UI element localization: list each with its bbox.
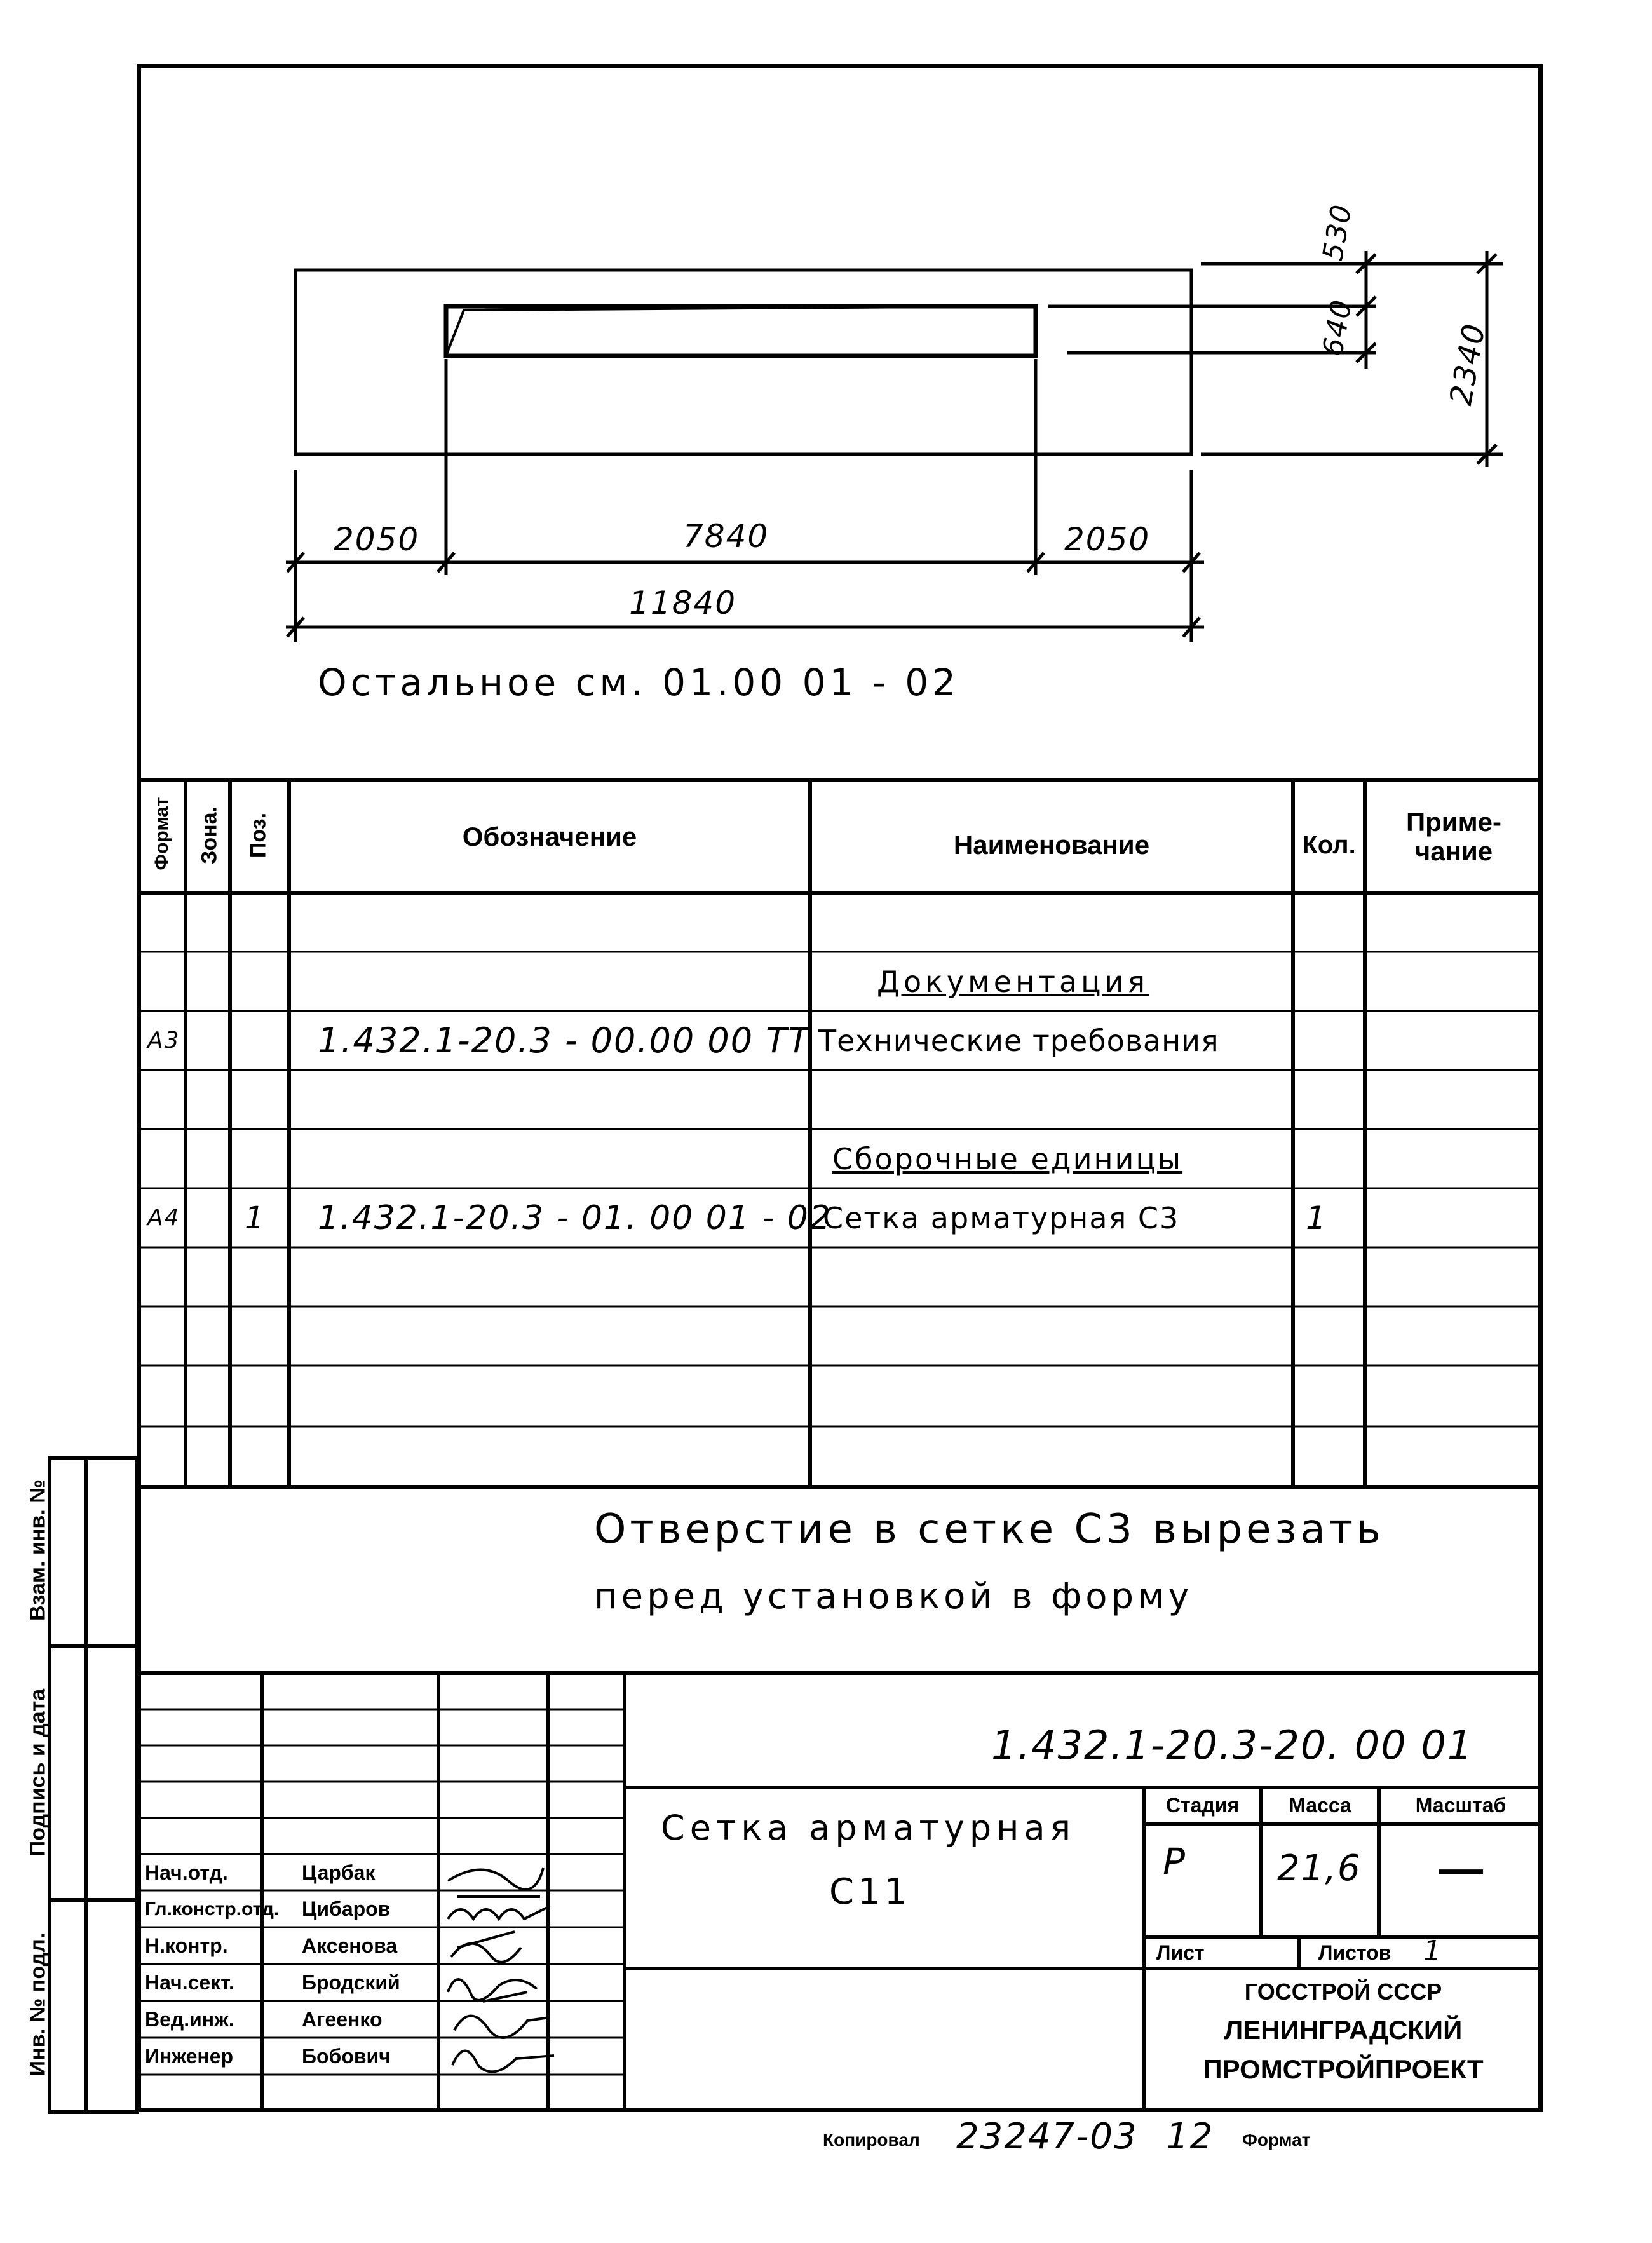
signer-role: Нач.отд. (145, 1861, 228, 1884)
dim-h-mid: 640 (1317, 296, 1358, 359)
footer-copied-label: Копировал (823, 2130, 920, 2150)
stage-label: Стадия (1165, 1794, 1240, 1817)
signer-name: Бродский (302, 1971, 400, 1994)
dim-h-top: 530 (1317, 201, 1358, 264)
org-line2: ЛЕНИНГРАДСКИЙ (1224, 2015, 1463, 2045)
remark-line2: перед установкой в форму (594, 1576, 1193, 1617)
signer-name: Агеенко (302, 2008, 383, 2031)
header-note: Приме- чание (1405, 806, 1502, 866)
scale-value: — (1439, 1843, 1483, 1893)
signatures (448, 1868, 554, 2071)
header-qty: Кол. (1302, 830, 1356, 859)
sheet-label: Лист (1156, 1941, 1205, 1964)
doc-title-line1: Сетка арматурная (661, 1808, 1076, 1848)
footer-number: 23247-03 (956, 2116, 1138, 2157)
remark-line1: Отверстие в сетке С3 вырезать (594, 1506, 1385, 1553)
dim-h-total: 2340 (1443, 320, 1493, 408)
margin-vzam-inv: Взам. инв. № (25, 1479, 50, 1622)
row-pos-1: 1 (245, 1200, 266, 1236)
row-format-a4: А4 (147, 1205, 180, 1231)
header-format: Формат (151, 797, 172, 871)
row-designation-tt: 1.432.1-20.3 - 00.00 00 ТТ (318, 1020, 811, 1061)
dim-right: 2050 (1064, 521, 1151, 558)
org-line3: ПРОМСТРОЙПРОЕКТ (1203, 2054, 1484, 2084)
margin-inv-podl: Инв. № подл. (25, 1932, 50, 2077)
signer-name: Бобович (302, 2045, 391, 2068)
dim-middle: 7840 (683, 518, 769, 555)
signer-role: Гл.констр.отд. (145, 1898, 280, 1920)
stage-value: Р (1163, 1840, 1186, 1883)
header-name: Наименование (953, 830, 1150, 860)
signer-role: Вед.инж. (145, 2008, 234, 2031)
signer-name: Цибаров (302, 1897, 391, 1920)
panel-outline (295, 270, 1191, 454)
footer-format-label: Формат (1242, 2130, 1311, 2150)
mass-label: Масса (1289, 1794, 1351, 1817)
row-designation-c3: 1.432.1-20.3 - 01. 00 01 - 02 (318, 1198, 832, 1237)
signer-role: Нач.сект. (145, 1971, 234, 1994)
scale-label: Масштаб (1415, 1794, 1506, 1817)
org-line1: ГОССТРОЙ СССР (1244, 1979, 1442, 2005)
row-name-c3: Сетка арматурная С3 (823, 1200, 1180, 1235)
header-pos: Поз. (246, 812, 271, 858)
signer-name: Царбак (302, 1861, 376, 1884)
signer-role: Н.контр. (145, 1934, 228, 1957)
row-format-a3: А3 (147, 1027, 180, 1054)
dim-left: 2050 (334, 521, 420, 558)
margin-podpis-data: Подпись и дата (25, 1688, 50, 1857)
footer-sheet-no: 12 (1166, 2116, 1214, 2157)
doc-title-line2: С11 (829, 1871, 911, 1913)
row-qty-1: 1 (1306, 1199, 1327, 1237)
header-designation: Обозначение (462, 821, 637, 851)
doc-code: 1.432.1-20.3-20. 00 01 (991, 1722, 1474, 1768)
section-assembly-units: Сборочные единицы (832, 1141, 1183, 1176)
signer-role: Инженер (145, 2045, 234, 2068)
dim-total: 11840 (629, 585, 737, 621)
opening-outline (446, 306, 1036, 356)
header-zone: Зона. (197, 806, 222, 864)
sheets-value: 1 (1423, 1934, 1442, 1967)
mass-value: 21,6 (1277, 1847, 1362, 1889)
section-documentation: Документация (877, 964, 1149, 999)
signer-name: Аксенова (302, 1934, 398, 1957)
drawing-note: Остальное см. 01.00 01 - 02 (318, 661, 960, 704)
row-name-tech-req: Технические требования (818, 1023, 1219, 1058)
sheets-label: Листов (1318, 1941, 1391, 1964)
